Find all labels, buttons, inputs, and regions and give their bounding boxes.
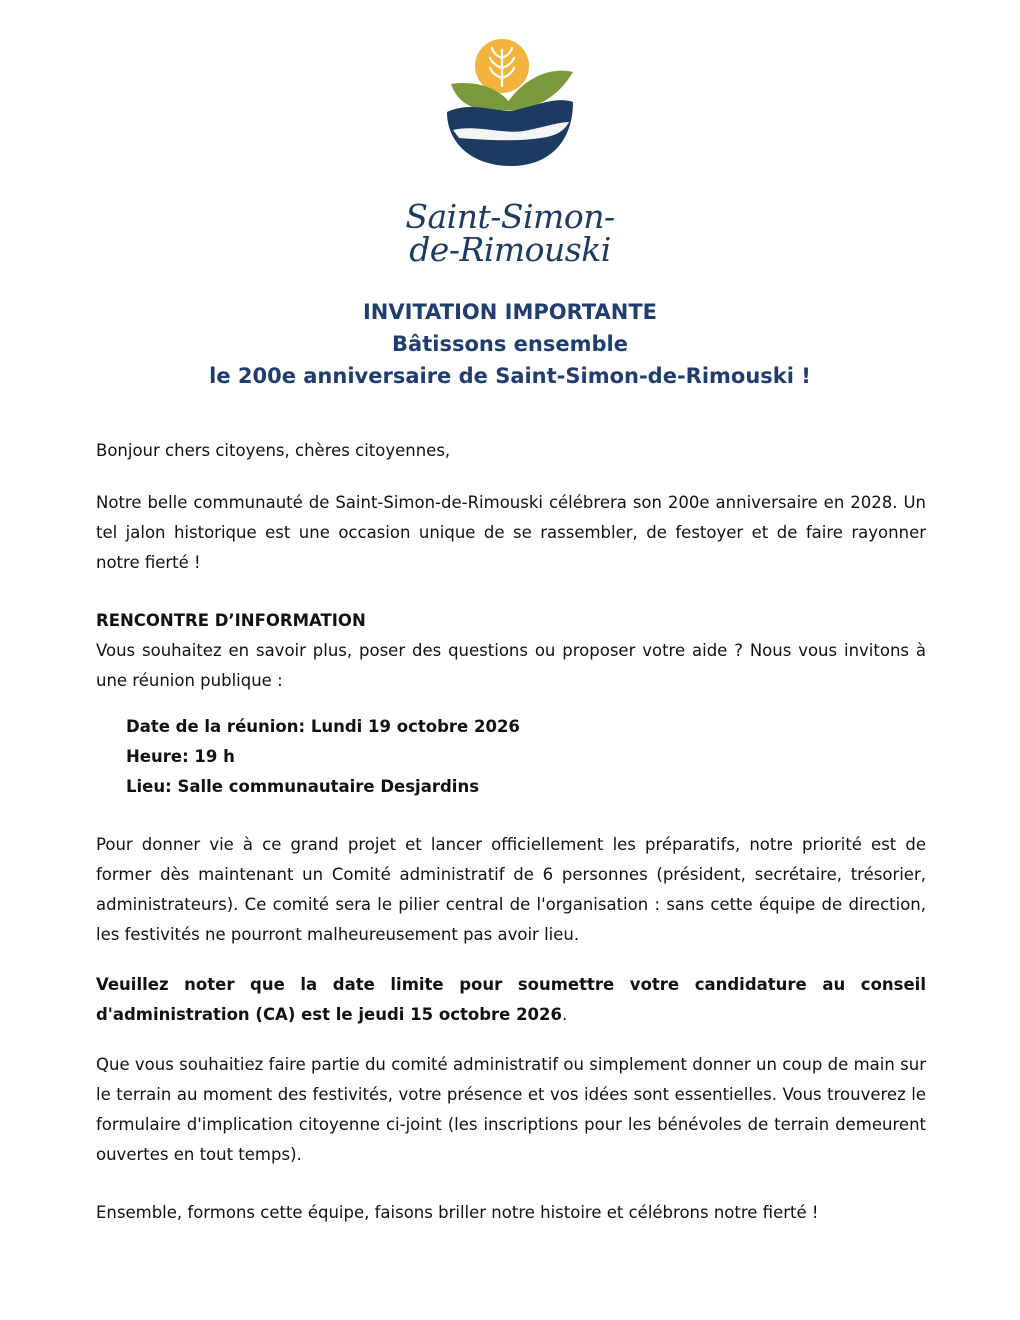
logo-line-1: Saint-Simon- — [405, 197, 615, 236]
meeting-date: Date de la réunion: Lundi 19 octobre 2026 — [126, 717, 520, 736]
meeting-place: Lieu: Salle communautaire Desjardins — [126, 777, 480, 796]
logo-emblem-icon — [445, 38, 575, 188]
invitation-title-block — [0, 296, 1020, 392]
involvement-paragraph: Que vous souhaitiez faire partie du comité administratif ou simplement donner un coup de main sur le terrain au moment des festivités, votre présence et vos idées sont essentielles. Vous trouverez le formulaire d'implication citoyenne ci-joint (les inscriptions pour les bénévoles de terrain demeurent ouvertes en tout temps). — [96, 1055, 926, 1164]
municipality-logo — [390, 38, 630, 269]
title-line-2: Bâtissons ensemble — [392, 332, 628, 356]
logo-wordmark — [390, 197, 630, 269]
deadline-paragraph — [96, 970, 926, 1030]
meeting-details — [126, 712, 520, 802]
deadline-bold-text: Veuillez noter que la date limite pour soumettre votre candidature au conseil d'administration (CA) est le jeudi 15 octobre 2026 — [96, 975, 926, 1024]
greeting: Bonjour chers citoyens, chères citoyennes, — [96, 441, 451, 460]
meeting-section — [96, 606, 926, 696]
closing-paragraph: Ensemble, formons cette équipe, faisons briller notre histoire et célébrons notre fierté ! — [96, 1203, 819, 1222]
meeting-text: Vous souhaitez en savoir plus, poser des questions ou proposer votre aide ? Nous vous invitons à une réunion publique : — [96, 641, 926, 690]
intro-paragraph: Notre belle communauté de Saint-Simon-de-Rimouski célébrera son 200e anniversaire en 2028. Un tel jalon historique est une occasion unique de se rassembler, de festoyer et de faire rayonner notre fierté ! — [96, 493, 926, 572]
committee-paragraph: Pour donner vie à ce grand projet et lancer officiellement les préparatifs, notre priorité est de former dès maintenant un Comité administratif de 6 personnes (président, secrétaire, trésorier, administrateurs). Ce comité sera le pilier central de l'organisation : sans cette équipe de direction, les festivités ne pourront malheureusement pas avoir lieu. — [96, 835, 926, 944]
title-line-1: INVITATION IMPORTANTE — [362, 300, 658, 324]
title-line-3: le 200e anniversaire de Saint-Simon-de-Rimouski ! — [209, 364, 811, 388]
deadline-period: . — [562, 1005, 568, 1024]
meeting-heading: RENCONTRE D’INFORMATION — [96, 611, 366, 630]
logo-line-2: de-Rimouski — [409, 230, 611, 269]
meeting-time: Heure: 19 h — [126, 747, 235, 766]
